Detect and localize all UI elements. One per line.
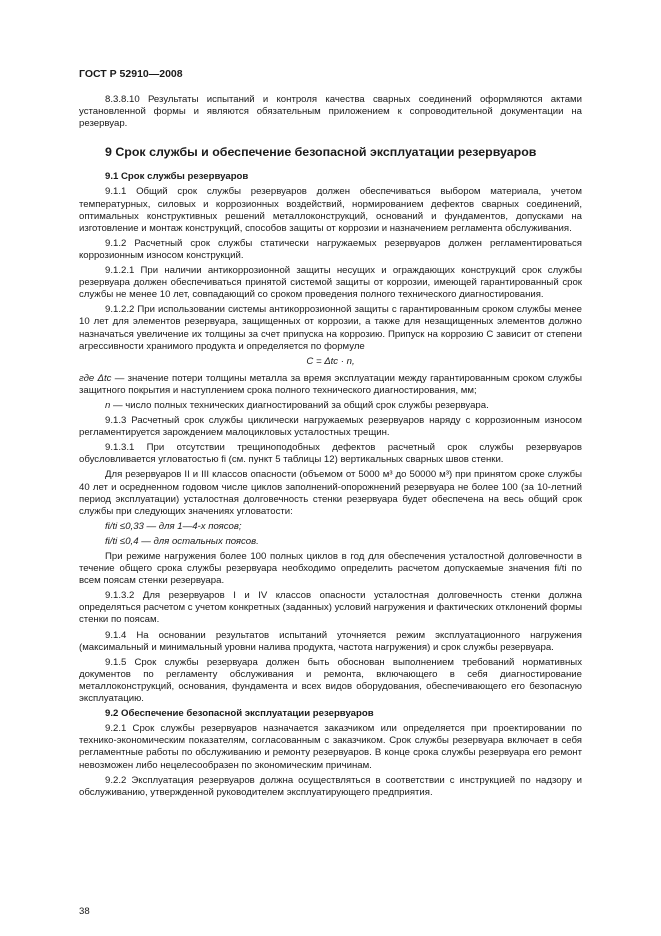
subsection-9-2-title: 9.2 Обеспечение безопасной эксплуатации резервуаров — [105, 708, 374, 720]
subsection-9-1-title: 9.1 Срок службы резервуаров — [105, 171, 249, 183]
paragraph-9-2-2: 9.2.2 Эксплуатация резервуаров должна осуществляться в соответствии с инструкцией по надзору и обслуживанию, утвержденной руководителем эксплуатирующего предприятия. — [79, 774, 582, 798]
where-n — [105, 400, 582, 412]
paragraph-8-3-8-10: 8.3.8.10 Результаты испытаний и контроля качества сварных соединений оформляются актами установленной формы и являются обязательным приложением к сопроводительной документации на резервуар. — [79, 94, 582, 130]
paragraph-9-1-3-1-c: При режиме нагружения более 100 полных циклов в год для обеспечения усталостной долговечности в течение общего срока службы резервуара необходимо определить расчетом допускаемые значения fi/ti по всем поясам стенки резервуара. — [79, 551, 582, 587]
page-number: 38 — [79, 906, 90, 917]
paragraph-9-1-5: 9.1.5 Срок службы резервуара должен быть обоснован выполнением требований нормативных документов по регламенту обслуживания и ремонта, включающего в себя диагностирование металлоконструкций, основания, фундамента и всех видов оборудования, обеспечивающего его безопасную эксплуатацию. — [79, 656, 582, 705]
paragraph-9-2-1: 9.2.1 Срок службы резервуаров назначается заказчиком или определяется при проектировании по технико-экономическим показателям, согласованным с заказчиком. Срок службы резервуара включает в себя регламентные работы по обслуживанию и ремонту резервуаров. В конце срока службы резервуара его ремонт невозможен либо нецелесообразен по экономическим причинам. — [79, 723, 582, 771]
angularity-limit-2: fi/ti ≤0,4 — для остальных поясов. — [105, 535, 259, 547]
paragraph-9-1-2-2: 9.1.2.2 При использовании системы антикоррозионной защиты с гарантированным сроком службы менее 10 лет для элементов резервуара, защищенных от коррозии, а также для незащищенных элементов должно назначаться увеличение их толщины за счет припуска на коррозию. Припуск на коррозию C зависит от степени агрессивности хранимого продукта и определяется по формуле — [79, 304, 582, 352]
where-delta-t-text: значение потери толщины металла за время эксплуатации между гарантированным сроком службы защитного покрытия и наступлением срока полного технического диагностирования, мм; — [79, 372, 582, 396]
angularity-limit-1: fi/ti ≤0,33 — для 1—4-х поясов; — [105, 520, 242, 532]
paragraph-9-1-1: 9.1.1 Общий срок службы резервуаров должен обеспечиваться выбором материала, учетом температурных, силовых и коррозионных воздействий, нормированием дефектов сварных соединений, оптимальных конструктивных решений металлоконструкций, оснований и фундаментов, допусками на изготовление и монтаж конструкций, способов защиты от коррозии и назначением регламента обслуживания. — [79, 186, 582, 234]
document-header: ГОСТ Р 52910—2008 — [79, 68, 183, 80]
document-body — [79, 94, 582, 802]
where-n-label: n — — [105, 399, 123, 411]
where-delta-t — [79, 373, 582, 397]
where-n-text: число полных технических диагностирований за общий срок службы резервуара. — [125, 399, 489, 411]
section-9-title: 9 Срок службы и обеспечение безопасной эксплуатации резервуаров — [105, 145, 537, 160]
paragraph-9-1-2: 9.1.2 Расчетный срок службы статически нагружаемых резервуаров должен регламентироваться коррозионным износом конструкций. — [79, 237, 582, 261]
paragraph-9-1-3-2: 9.1.3.2 Для резервуаров I и IV классов опасности усталостная долговечность стенки должна определяться расчетом с учетом конкретных (заданных) условий нагружения и фактических отклонений формы стенки по поясам. — [79, 590, 582, 626]
paragraph-9-1-2-1: 9.1.2.1 При наличии антикоррозионной защиты несущих и ограждающих конструкций срок службы резервуара должен обеспечиваться принятой системой защиты от коррозии, имеющей гарантированный срок службы не менее 10 лет, совпадающий со сроком проведения полного технического диагностирования. — [79, 265, 582, 301]
paragraph-9-1-4: 9.1.4 На основании результатов испытаний уточняется режим эксплуатационного нагружения (максимальный и минимальный уровни налива продукта, частота нагружения) и срок службы резервуара. — [79, 629, 582, 653]
corrosion-allowance-formula: C = Δtc · n, — [306, 355, 355, 367]
paragraph-9-1-3: 9.1.3 Расчетный срок службы циклически нагружаемых резервуаров наряду с коррозионным износом регламентируется зарождением малоцикловых усталостных трещин. — [79, 415, 582, 439]
where-delta-t-label: где Δtc — — [79, 372, 125, 384]
paragraph-9-1-3-1: 9.1.3.1 При отсутствии трещиноподобных дефектов расчетный срок службы резервуаров обусловливается угловатостью fi (см. пункт 5 таблицы 12) вертикальных сварных швов стенки. — [79, 442, 582, 466]
paragraph-9-1-3-1-b: Для резервуаров II и III классов опасности (объемом от 5000 м³ до 50000 м³) при принятом сроке службы 40 лет и осредненном годовом числе циклов заполнений-опорожнений резервуара не более 100 (за 10-летний период эксплуатации) усталостная долговечность стенки резервуара будет обеспечена на весь общий срок службы при следующих значениях угловатости: — [79, 469, 582, 517]
